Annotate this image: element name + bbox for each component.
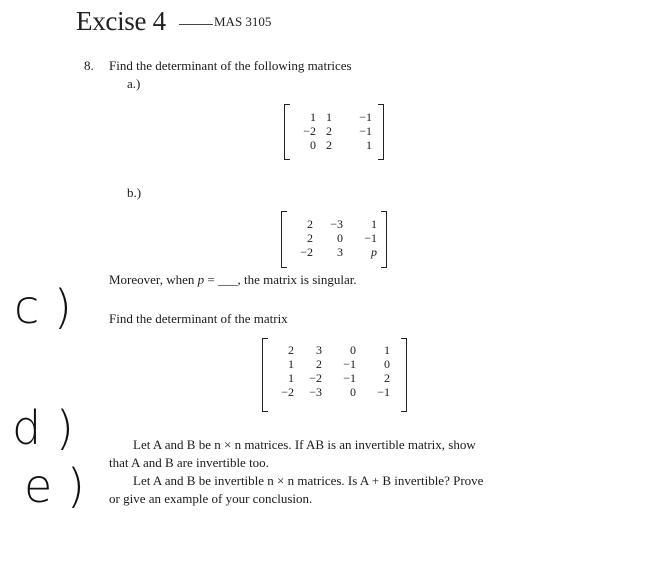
matrix-row [272, 343, 390, 357]
matrix-row [294, 110, 372, 124]
handwritten-label-d: d ) [12, 401, 74, 455]
matrix-cell: 1 [384, 343, 390, 357]
matrix-cell: 2 [316, 357, 322, 371]
matrix-cell: 2 [384, 371, 390, 385]
matrix-cell: −2 [303, 124, 316, 138]
matrix-row [272, 357, 390, 371]
matrix-row [291, 217, 377, 231]
matrix-cell: 0 [310, 138, 316, 152]
matrix-cell: −2 [309, 371, 322, 385]
part-d-line-2: that A and B are invertible too. [109, 455, 269, 470]
problem-number: 8. [84, 58, 94, 73]
matrix-a-left-bracket [284, 104, 290, 160]
matrix-cell: 2 [307, 217, 313, 231]
matrix-cell: 2 [326, 138, 332, 152]
singular-prefix: Moreover, when [109, 272, 198, 287]
matrix-row [294, 138, 372, 152]
matrix-cell: 1 [371, 217, 377, 231]
matrix-cell: p [371, 245, 377, 259]
problem-prompt: Find the determinant of the following matrices [109, 58, 352, 73]
matrix-row [291, 245, 377, 259]
matrix-cell: −2 [300, 245, 313, 259]
matrix-c [262, 338, 407, 412]
matrix-cell: −1 [364, 231, 377, 245]
singular-statement [109, 272, 357, 288]
matrix-a-right-bracket [378, 104, 384, 160]
matrix-cell: 0 [350, 385, 356, 399]
matrix-cell: −2 [281, 385, 294, 399]
title-divider [179, 24, 213, 25]
matrix-cell: 3 [337, 245, 343, 259]
matrix-cell: −1 [359, 110, 372, 124]
matrix-c-grid [272, 343, 390, 399]
matrix-cell: 0 [350, 343, 356, 357]
matrix-cell: 1 [288, 371, 294, 385]
matrix-cell: −1 [343, 371, 356, 385]
matrix-row [294, 124, 372, 138]
matrix-b-left-bracket [281, 211, 287, 268]
matrix-cell: 0 [384, 357, 390, 371]
matrix-cell: −1 [359, 124, 372, 138]
matrix-b-grid [291, 217, 377, 259]
matrix-cell: 0 [337, 231, 343, 245]
matrix-row [291, 231, 377, 245]
matrix-b [281, 211, 387, 268]
matrix-row [272, 371, 390, 385]
matrix-cell: −3 [330, 217, 343, 231]
matrix-c-right-bracket [401, 338, 407, 412]
matrix-cell: 1 [366, 138, 372, 152]
matrix-cell: −3 [309, 385, 322, 399]
course-code: MAS 3105 [214, 14, 272, 29]
part-d-line-1: Let A and B be n × n matrices. If AB is an invertible matrix, show [133, 437, 476, 452]
matrix-cell: 1 [310, 110, 316, 124]
part-e-line-1: Let A and B be invertible n × n matrices. Is A + B invertible? Prove [133, 473, 484, 488]
matrix-c-left-bracket [262, 338, 268, 412]
handwritten-label-e: e ) [24, 459, 85, 513]
page-title: Excise 4 [76, 6, 166, 36]
matrix-cell: 1 [288, 357, 294, 371]
matrix-a-grid [294, 110, 372, 152]
part-c-prompt: Find the determinant of the matrix [109, 311, 288, 326]
matrix-b-right-bracket [381, 211, 387, 268]
matrix-cell: −1 [343, 357, 356, 371]
singular-variable: p [197, 272, 205, 287]
matrix-cell: 1 [326, 110, 332, 124]
handwritten-label-c: c ) [14, 280, 72, 334]
matrix-cell: 3 [316, 343, 322, 357]
matrix-cell: −1 [377, 385, 390, 399]
matrix-cell: 2 [288, 343, 294, 357]
part-b-label: b.) [127, 185, 142, 200]
matrix-cell: 2 [326, 124, 332, 138]
singular-suffix: = ___, the matrix is singular. [204, 272, 357, 287]
matrix-row [272, 385, 390, 399]
matrix-a [284, 104, 384, 160]
matrix-cell: 2 [307, 231, 313, 245]
part-a-label: a.) [127, 76, 141, 91]
part-e-line-2: or give an example of your conclusion. [109, 491, 313, 506]
